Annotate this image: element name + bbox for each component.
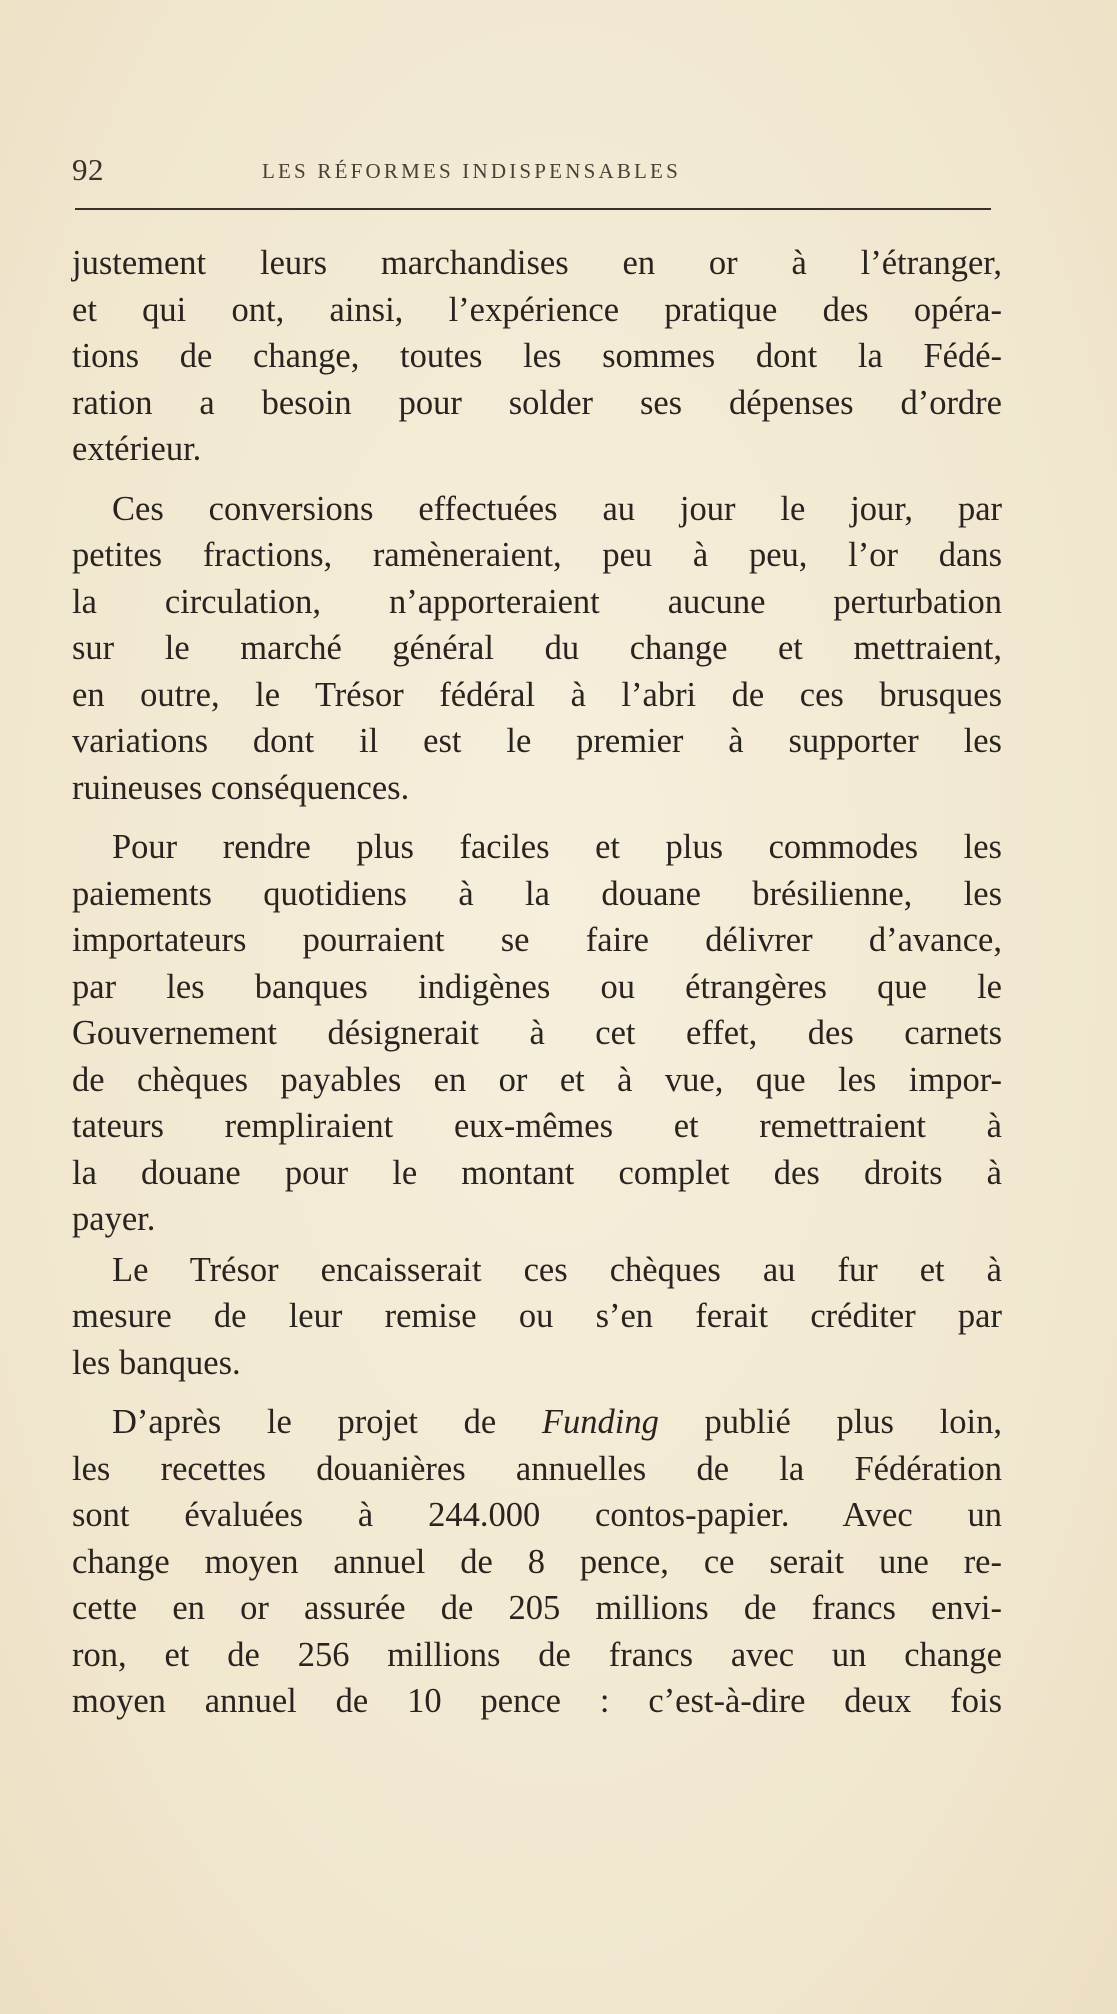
text-fragment: D’après le projet de	[112, 1403, 542, 1441]
text-line: les recettes douanières annuelles de la Fédération	[72, 1449, 1002, 1488]
text-line: extérieur.	[72, 430, 202, 468]
text-line: ration a besoin pour solder ses dépenses d’ordre	[72, 383, 1002, 422]
text-line: Pour rendre plus faciles et plus commodes les	[112, 828, 1002, 866]
text-line: Ces conversions effectuées au jour le jour, par	[112, 489, 1002, 528]
page-number: 92	[72, 152, 104, 187]
text-line: de chèques payables en or et à vue, que les impor-	[72, 1060, 1002, 1099]
italic-term: Funding	[541, 1403, 659, 1441]
text-line: importateurs pourraient se faire délivrer d’avance,	[72, 921, 1002, 959]
running-head: LES RÉFORMES INDISPENSABLES	[262, 159, 681, 183]
text-line: change moyen annuel de 8 pence, ce serait une re-	[72, 1542, 1002, 1581]
text-line: la circulation, n’apporteraient aucune perturbation	[72, 582, 1002, 621]
text-line: mesure de leur remise ou s’en ferait créditer par	[72, 1297, 1002, 1335]
paragraph-3	[72, 824, 1002, 1243]
text-line: sont évaluées à 244.000 contos-papier. Avec un	[72, 1496, 1002, 1534]
text-line: par les banques indigènes ou étrangères que le	[72, 967, 1002, 1006]
text-line: variations dont il est le premier à supporter les	[72, 722, 1002, 760]
text-line: justement leurs marchandises en or à l’étranger,	[72, 244, 1002, 282]
text-line: paiements quotidiens à la douane brésilienne, les	[72, 874, 1002, 913]
text-line: moyen annuel de 10 pence : c’est-à-dire deux fois	[72, 1682, 1002, 1720]
text-line: en outre, le Trésor fédéral à l’abri de ces brusques	[72, 675, 1002, 714]
text-fragment: publié plus loin,	[658, 1403, 1002, 1441]
text-line: payer.	[72, 1200, 156, 1238]
text-line: cette en or assurée de 205 millions de francs envi-	[72, 1589, 1002, 1627]
text-line: Gouvernement désignerait à cet effet, des carnets	[72, 1014, 1002, 1052]
text-line: petites fractions, ramèneraient, peu à peu, l’or dans	[72, 536, 1002, 574]
page-header	[72, 152, 996, 192]
text-line: tions de change, toutes les sommes dont la Fédé-	[72, 337, 1002, 375]
text-line: Le Trésor encaisserait ces chèques au fur et à	[112, 1250, 1002, 1289]
body-text	[72, 240, 1002, 1725]
text-line: sur le marché général du change et mettraient,	[72, 629, 1002, 667]
paragraph-1	[72, 240, 1002, 473]
paragraph-2	[72, 486, 1002, 812]
text-line-with-italic	[72, 1399, 1002, 1446]
text-line: et qui ont, ainsi, l’expérience pratique des opéra-	[72, 290, 1002, 329]
paragraph-5	[72, 1399, 1002, 1725]
text-line: ron, et de 256 millions de francs avec un change	[72, 1635, 1002, 1674]
text-line: les banques.	[72, 1343, 241, 1382]
text-line: ruineuses conséquences.	[72, 768, 410, 807]
text-line: tateurs rempliraient eux-mêmes et remettraient à	[72, 1107, 1002, 1145]
text-line: la douane pour le montant complet des droits à	[72, 1153, 1002, 1192]
header-rule	[75, 208, 991, 210]
paragraph-4	[72, 1247, 1002, 1387]
